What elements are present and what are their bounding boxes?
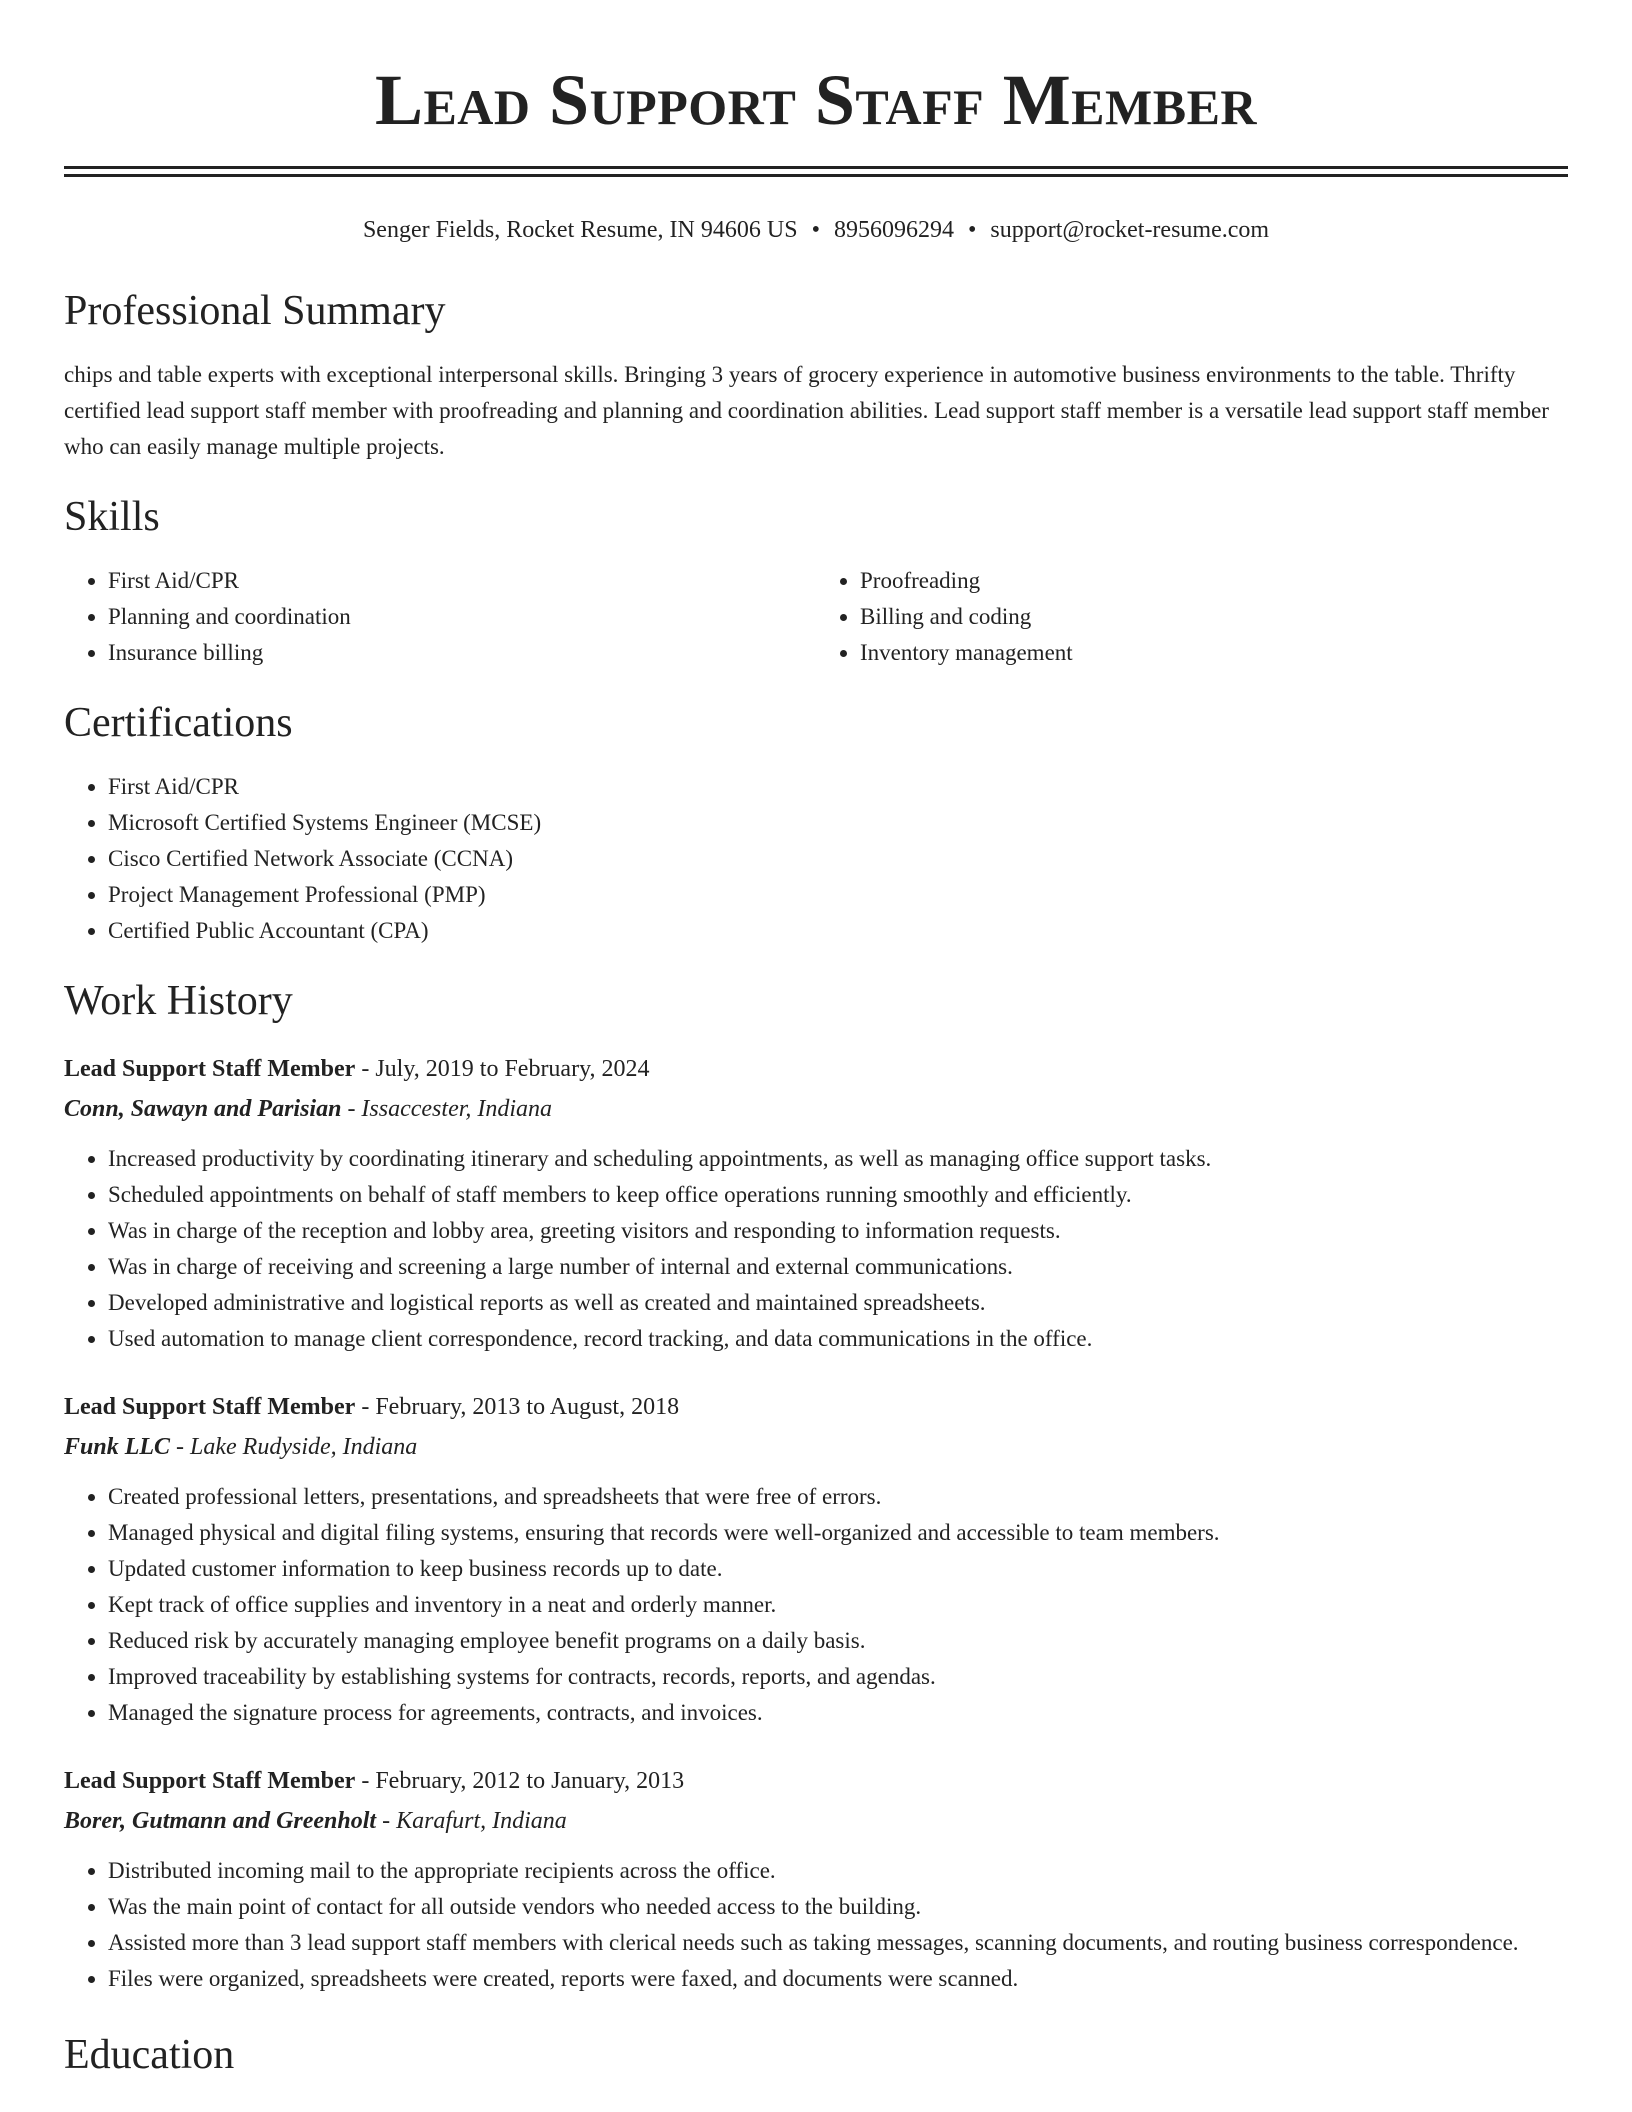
job-bullet: • Was in charge of the reception and lobby area, greeting visitors and responding to information requests. (108, 1213, 1568, 1249)
skill-item: • Insurance billing (108, 635, 816, 671)
contact-separator: • (967, 217, 977, 243)
job-bullet: • Improved traceability by establishing systems for contracts, records, reports, and agendas. (108, 1659, 1568, 1695)
job-bullet: • Created professional letters, presentations, and spreadsheets that were free of errors. (108, 1479, 1568, 1515)
job-title-line (64, 1049, 1568, 1089)
email: support@rocket-resume.com (990, 217, 1270, 243)
job-dates: - July, 2019 to February, 2024 (355, 1056, 650, 1082)
address: Senger Fields, Rocket Resume, IN 94606 US (362, 217, 798, 243)
title-divider (64, 166, 1568, 177)
job-bullets (64, 1479, 1568, 1731)
job-company: Borer, Gutmann and Greenholt (64, 1808, 377, 1834)
page-title: Lead Support Staff Member (374, 60, 1258, 140)
contact-separator: • (811, 217, 820, 243)
job-company-line (64, 1801, 1568, 1841)
job-entry (64, 1387, 1568, 1731)
summary-text: chips and table experts with exceptional interpersonal skills. Bringing 3 years of grocery experience in automotive business environments to the table. Thrifty certified lead support staff member with proofreading and planning and coordination abilities. Lead support staff member is a versatile lead support staff member who can easily manage multiple projects. (64, 362, 1549, 459)
job-location: - Lake Rudyside, Indiana (170, 1434, 418, 1460)
job-company: Funk LLC (64, 1434, 171, 1460)
job-company-line (64, 1427, 1568, 1467)
job-bullet: • Kept track of office supplies and inventory in a neat and orderly manner. (108, 1587, 1568, 1623)
job-location: - Karafurt, Indiana (376, 1808, 567, 1834)
skill-item: • Inventory management (860, 635, 1568, 671)
job-title: Lead Support Staff Member (64, 1394, 356, 1420)
job-company: Conn, Sawayn and Parisian (64, 1096, 342, 1122)
summary-heading: Professional Summary (64, 288, 446, 334)
job-bullet: • Reduced risk by accurately managing employee benefit programs on a daily basis. (108, 1623, 1568, 1659)
job-bullet: • Updated customer information to keep business records up to date. (108, 1551, 1568, 1587)
job-title: Lead Support Staff Member (64, 1768, 356, 1794)
job-dates: - February, 2012 to January, 2013 (355, 1768, 685, 1794)
job-bullet: • Was the main point of contact for all outside vendors who needed access to the building. (108, 1889, 1568, 1925)
job-entry (64, 1761, 1568, 1997)
certification-item: • Project Management Professional (PMP) (108, 877, 1568, 913)
job-bullets (64, 1853, 1568, 1997)
job-bullet: • Files were organized, spreadsheets were created, reports were faxed, and documents were scanned. (108, 1961, 1568, 1997)
job-bullet: • Distributed incoming mail to the appropriate recipients across the office. (108, 1853, 1568, 1889)
job-bullet: • Was in charge of receiving and screening a large number of internal and external communications. (108, 1249, 1568, 1285)
job-bullet: • Used automation to manage client correspondence, record tracking, and data communications in the office. (108, 1321, 1568, 1357)
certification-item: • Microsoft Certified Systems Engineer (MCSE) (108, 805, 1568, 841)
contact-info (64, 215, 1568, 245)
phone: 8956096294 (833, 217, 954, 243)
skill-item: • First Aid/CPR (108, 563, 816, 599)
job-bullet: • Managed the signature process for agreements, contracts, and invoices. (108, 1695, 1568, 1731)
certification-item: • First Aid/CPR (108, 769, 1568, 805)
work-history-heading: Work History (64, 978, 293, 1024)
certifications-heading: Certifications (64, 700, 293, 746)
skills-heading: Skills (64, 494, 160, 540)
job-bullet: • Assisted more than 3 lead support staff members with clerical needs such as taking messages, scanning documents, and routing business correspondence. (108, 1925, 1568, 1961)
job-company-line (64, 1089, 1568, 1129)
job-bullet: • Scheduled appointments on behalf of staff members to keep office operations running smoothly and efficiently. (108, 1177, 1568, 1213)
certifications-list (64, 769, 1568, 949)
skill-item: • Proofreading (860, 563, 1568, 599)
job-title-line (64, 1761, 1568, 1801)
job-location: - Issaccester, Indiana (341, 1096, 553, 1122)
skills-columns (64, 563, 1568, 671)
certification-item: • Certified Public Accountant (CPA) (108, 913, 1568, 949)
skill-item: • Planning and coordination (108, 599, 816, 635)
job-bullet: • Managed physical and digital filing systems, ensuring that records were well-organized and accessible to team members. (108, 1515, 1568, 1551)
job-bullet: • Developed administrative and logistical reports as well as created and maintained spreadsheets. (108, 1285, 1568, 1321)
job-bullets (64, 1141, 1568, 1357)
education-heading: Education (64, 2032, 235, 2078)
job-title: Lead Support Staff Member (64, 1056, 356, 1082)
job-entry (64, 1049, 1568, 1357)
skills-list-right (816, 563, 1568, 671)
job-title-line (64, 1387, 1568, 1427)
certification-item: • Cisco Certified Network Associate (CCNA) (108, 841, 1568, 877)
skills-list-left (64, 563, 816, 671)
job-bullet: • Increased productivity by coordinating itinerary and scheduling appointments, as well as managing office support tasks. (108, 1141, 1568, 1177)
job-dates: - February, 2013 to August, 2018 (355, 1394, 680, 1420)
skill-item: • Billing and coding (860, 599, 1568, 635)
